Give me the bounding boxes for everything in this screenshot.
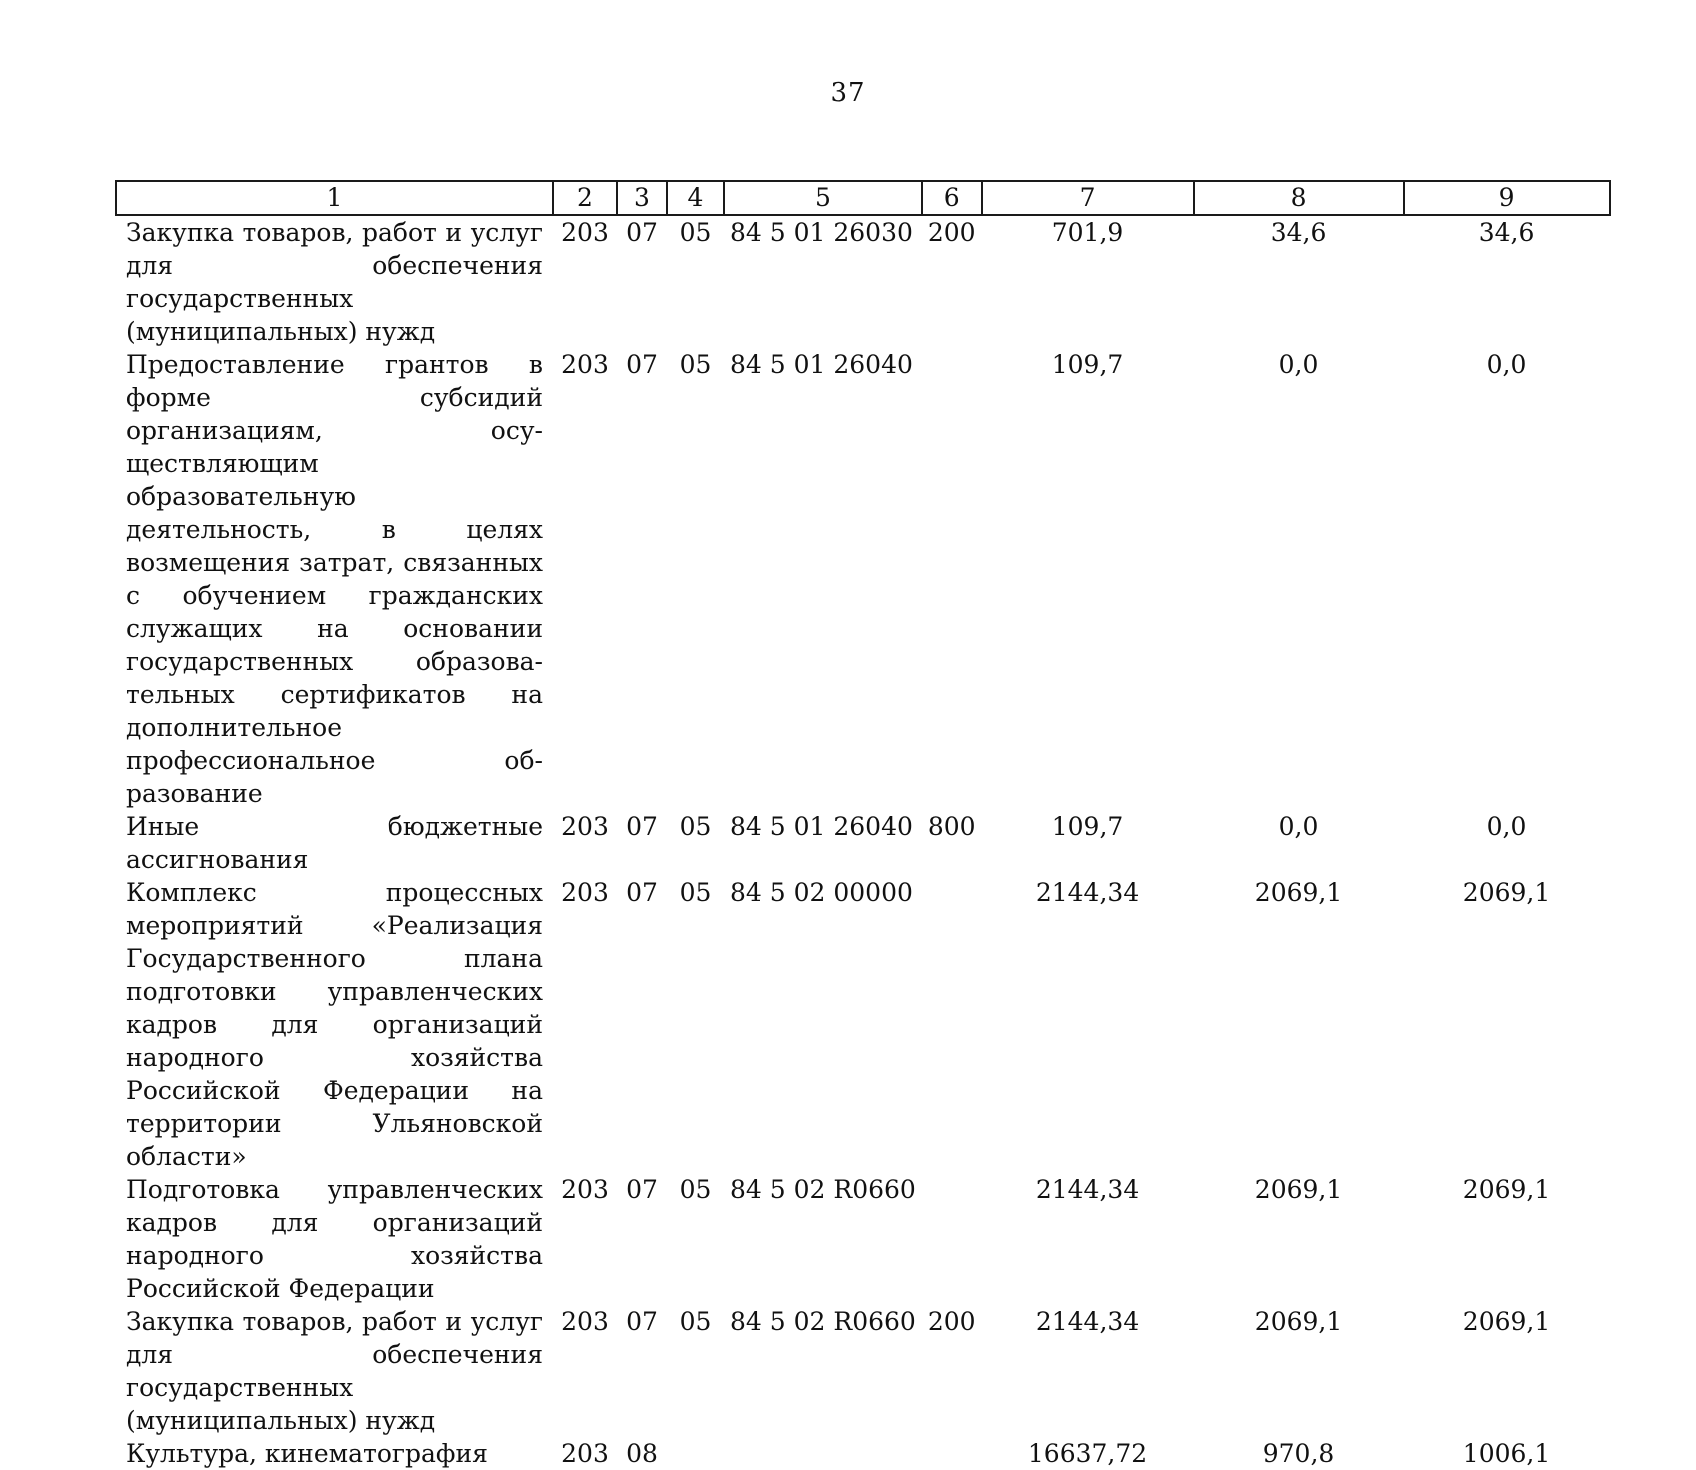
row-expense-type: 200: [927, 1307, 976, 1336]
header-row: [116, 181, 1610, 215]
row-amount-3: 2069,1: [1462, 878, 1551, 907]
header-col-2: 2: [553, 181, 617, 215]
header-col-8: 8: [1194, 181, 1404, 215]
header-col-1: 1: [116, 181, 553, 215]
row-name: Предоставление грантов в форме субсидий организациям, осуществляющим образовательную деятельность, в целях возмещения затрат, связанных с обучением гражданских служащих на основании государственных образовательных сертификатов на дополнительное профессиональное образование: [126, 350, 543, 808]
row-target-code: [724, 1437, 922, 1470]
row-amount-2: 2069,1: [1254, 1175, 1343, 1204]
row-section: 08: [626, 1439, 658, 1468]
row-subsection: [667, 1437, 724, 1470]
row-name: Культура, кинематография: [126, 1439, 488, 1468]
row-target-code: 84 5 02 00000: [730, 878, 913, 907]
row-amount-1: 2144,34: [1035, 878, 1140, 907]
row-name: Закупка товаров, работ и услуг для обеспечения государственных (муниципальных) нужд: [126, 218, 543, 346]
row-target-code: 84 5 01 26040: [730, 812, 913, 841]
row-amount-1: 109,7: [1051, 812, 1124, 841]
header-col-7: 7: [982, 181, 1194, 215]
table-row: [116, 348, 1610, 810]
header-col-3: 3: [617, 181, 667, 215]
row-amount-3: 1006,1: [1462, 1439, 1551, 1468]
row-ministry: 203: [561, 812, 609, 841]
row-section: 07: [626, 350, 658, 379]
page-number: 37: [830, 78, 866, 108]
row-amount-2: 2069,1: [1254, 1307, 1343, 1336]
row-section: 07: [626, 218, 658, 247]
table-row: [116, 215, 1610, 348]
row-amount-3: 2069,1: [1462, 1175, 1551, 1204]
header-col-5: 5: [724, 181, 922, 215]
row-expense-type: [922, 1437, 982, 1470]
row-target-code: 84 5 01 26040: [730, 350, 913, 379]
row-amount-3: 0,0: [1486, 350, 1527, 379]
table-row: [116, 810, 1610, 876]
header-col-9: 9: [1404, 181, 1610, 215]
row-target-code: 84 5 02 R0660: [730, 1175, 916, 1204]
row-ministry: 203: [561, 350, 609, 379]
row-expense-type: 800: [927, 812, 976, 841]
table-row: [116, 1305, 1610, 1437]
row-amount-2: 2069,1: [1254, 878, 1343, 907]
row-amount-1: 2144,34: [1035, 1175, 1140, 1204]
row-ministry: 203: [561, 878, 609, 907]
row-target-code: 84 5 01 26030: [730, 218, 913, 247]
row-section: 07: [626, 878, 658, 907]
row-name: Закупка товаров, работ и услуг для обеспечения государственных (муниципальных) нужд: [126, 1307, 543, 1435]
row-amount-2: 0,0: [1278, 812, 1319, 841]
row-amount-1: 109,7: [1051, 350, 1124, 379]
row-section: 07: [626, 812, 658, 841]
row-subsection: 05: [679, 878, 712, 907]
row-amount-1: 16637,72: [1027, 1439, 1148, 1468]
row-expense-type: [922, 1173, 982, 1305]
row-expense-type: [922, 348, 982, 810]
row-expense-type: 200: [927, 218, 976, 247]
row-name: Иные бюджетные ассигнования: [126, 812, 543, 874]
row-name: Подготовка управленческих кадров для организаций народного хозяйства Российской Федерации: [126, 1175, 543, 1303]
row-amount-1: 2144,34: [1035, 1307, 1140, 1336]
row-amount-2: 34,6: [1270, 218, 1327, 247]
row-amount-3: 0,0: [1486, 812, 1527, 841]
row-ministry: 203: [561, 1307, 609, 1336]
row-amount-2: 970,8: [1262, 1439, 1335, 1468]
row-ministry: 203: [561, 218, 609, 247]
row-subsection: 05: [679, 1307, 712, 1336]
row-subsection: 05: [679, 350, 712, 379]
row-expense-type: [922, 876, 982, 1173]
row-amount-3: 34,6: [1478, 218, 1535, 247]
header-col-4: 4: [667, 181, 724, 215]
row-section: 07: [626, 1175, 658, 1204]
table-row: [116, 1173, 1610, 1305]
row-ministry: 203: [561, 1439, 609, 1468]
row-section: 07: [626, 1307, 658, 1336]
row-amount-2: 0,0: [1278, 350, 1319, 379]
row-subsection: 05: [679, 1175, 712, 1204]
table-row: [116, 1437, 1610, 1470]
row-target-code: 84 5 02 R0660: [730, 1307, 916, 1336]
table-row: [116, 876, 1610, 1173]
row-amount-1: 701,9: [1051, 218, 1124, 247]
row-amount-3: 2069,1: [1462, 1307, 1551, 1336]
budget-table: [115, 180, 1611, 1470]
row-subsection: 05: [679, 812, 712, 841]
header-col-6: 6: [922, 181, 982, 215]
row-subsection: 05: [679, 218, 712, 247]
row-name: Комплекс процессных мероприятий «Реализация Государственного плана подготовки управленческих кадров для организаций народного хозяйства Российской Федерации на территории Ульяновской области»: [126, 878, 543, 1171]
row-ministry: 203: [561, 1175, 609, 1204]
